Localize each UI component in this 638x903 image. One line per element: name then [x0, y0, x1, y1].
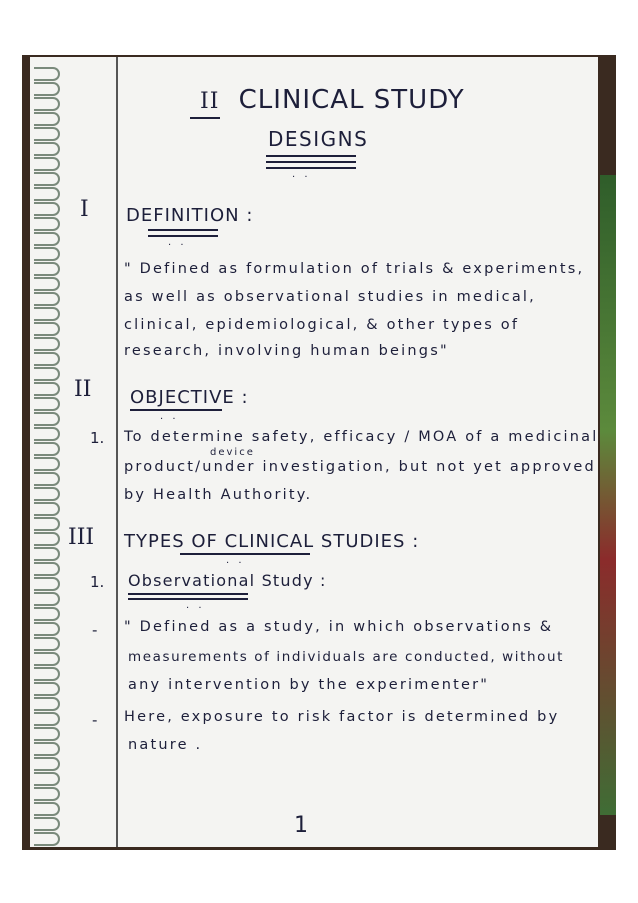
spiral-coil	[34, 457, 60, 471]
spiral-coil	[34, 82, 60, 96]
spiral-coil	[34, 652, 60, 666]
title-line-2: DESIGNS	[268, 127, 369, 151]
types-item-number: 1.	[90, 573, 105, 591]
definition-line-3: clinical, epidemiological, & other types of	[124, 317, 520, 333]
spiral-coil	[34, 127, 60, 141]
spiral-coil	[34, 292, 60, 306]
spiral-coil	[34, 232, 60, 246]
spiral-coil	[34, 532, 60, 546]
definition-line-1: " Defined as formulation of trials & experiments,	[124, 261, 585, 277]
observational-dots: . .	[186, 600, 205, 611]
spiral-coil	[34, 787, 60, 801]
spiral-coil	[34, 697, 60, 711]
observational-study-heading: Observational Study :	[128, 571, 327, 590]
bullet-2-line-2: nature .	[128, 737, 203, 753]
spiral-coil	[34, 217, 60, 231]
section-1-numeral: I	[80, 197, 89, 222]
spiral-coil	[34, 757, 60, 771]
spiral-coil	[34, 367, 60, 381]
objective-item-number: 1.	[90, 429, 105, 447]
title-underline-1	[266, 155, 356, 157]
spiral-coil	[34, 742, 60, 756]
spiral-coil	[34, 97, 60, 111]
photo-background	[22, 55, 616, 850]
spiral-coil	[34, 427, 60, 441]
spiral-coil	[34, 637, 60, 651]
spiral-coil	[34, 802, 60, 816]
spiral-coil	[34, 442, 60, 456]
spiral-binding	[30, 67, 60, 847]
section-3-dots: . .	[226, 555, 245, 566]
spiral-coil	[34, 487, 60, 501]
spiral-coil	[34, 682, 60, 696]
section-2-dots: . .	[160, 411, 179, 422]
spiral-coil	[34, 832, 60, 846]
bullet-2-marker: -	[92, 711, 98, 729]
spiral-coil	[34, 157, 60, 171]
section-1-underline-1	[148, 229, 218, 231]
section-3-underline	[180, 553, 310, 555]
spiral-coil	[34, 352, 60, 366]
title-underline-2	[266, 161, 356, 163]
title-underline-3	[266, 167, 356, 169]
definition-line-2: as well as observational studies in medical,	[124, 289, 536, 305]
spiral-coil	[34, 607, 60, 621]
spiral-coil	[34, 322, 60, 336]
section-2-heading: OBJECTIVE :	[130, 387, 249, 408]
spiral-coil	[34, 592, 60, 606]
spiral-coil	[34, 562, 60, 576]
spiral-coil	[34, 817, 60, 831]
title-numeral: II	[200, 89, 220, 114]
section-1-dots: . .	[168, 237, 187, 248]
observational-underline-1	[128, 593, 248, 595]
spiral-coil	[34, 622, 60, 636]
spiral-coil	[34, 172, 60, 186]
definition-line-4: research, involving human beings"	[124, 343, 449, 359]
spiral-coil	[34, 247, 60, 261]
spiral-coil	[34, 277, 60, 291]
spiral-coil	[34, 547, 60, 561]
title-numeral-underline	[190, 117, 220, 119]
spiral-coil	[34, 412, 60, 426]
spiral-coil	[34, 397, 60, 411]
spiral-coil	[34, 337, 60, 351]
objective-line-2: product/under investigation, but not yet approved	[124, 459, 596, 475]
bullet-1-line-3: any intervention by the experimenter"	[128, 677, 490, 693]
background-foliage	[600, 175, 616, 815]
section-1-heading: DEFINITION :	[126, 205, 254, 226]
spiral-coil	[34, 517, 60, 531]
section-3-numeral: III	[68, 525, 95, 550]
spiral-coil	[34, 502, 60, 516]
spiral-coil	[34, 142, 60, 156]
bullet-2-line-1: Here, exposure to risk factor is determined by	[124, 709, 560, 725]
spiral-coil	[34, 202, 60, 216]
spiral-coil	[34, 382, 60, 396]
spiral-coil	[34, 727, 60, 741]
bullet-1-marker: -	[92, 621, 98, 639]
spiral-coil	[34, 772, 60, 786]
spiral-coil	[34, 667, 60, 681]
spiral-coil	[34, 712, 60, 726]
section-3-heading: TYPES OF CLINICAL STUDIES :	[124, 531, 420, 552]
notebook-page	[30, 57, 598, 847]
objective-insert-note: device	[210, 447, 255, 458]
spiral-coil	[34, 307, 60, 321]
spiral-coil	[34, 262, 60, 276]
spiral-coil	[34, 187, 60, 201]
spiral-coil	[34, 472, 60, 486]
spiral-coil	[34, 577, 60, 591]
page-number: 1	[294, 813, 308, 838]
page-title	[200, 85, 465, 115]
margin-line	[116, 57, 118, 847]
title-line-1: CLINICAL STUDY	[238, 85, 465, 115]
bullet-1-line-1: " Defined as a study, in which observations &	[124, 619, 554, 635]
objective-line-3: by Health Authority.	[124, 487, 313, 503]
section-2-numeral: II	[74, 377, 92, 402]
title-dots: . .	[292, 169, 311, 180]
bullet-1-line-2: measurements of individuals are conducted, without	[128, 649, 565, 665]
objective-line-1: To determine safety, efficacy / MOA of a medicinal	[124, 429, 599, 445]
spiral-coil	[34, 112, 60, 126]
spiral-coil	[34, 67, 60, 81]
